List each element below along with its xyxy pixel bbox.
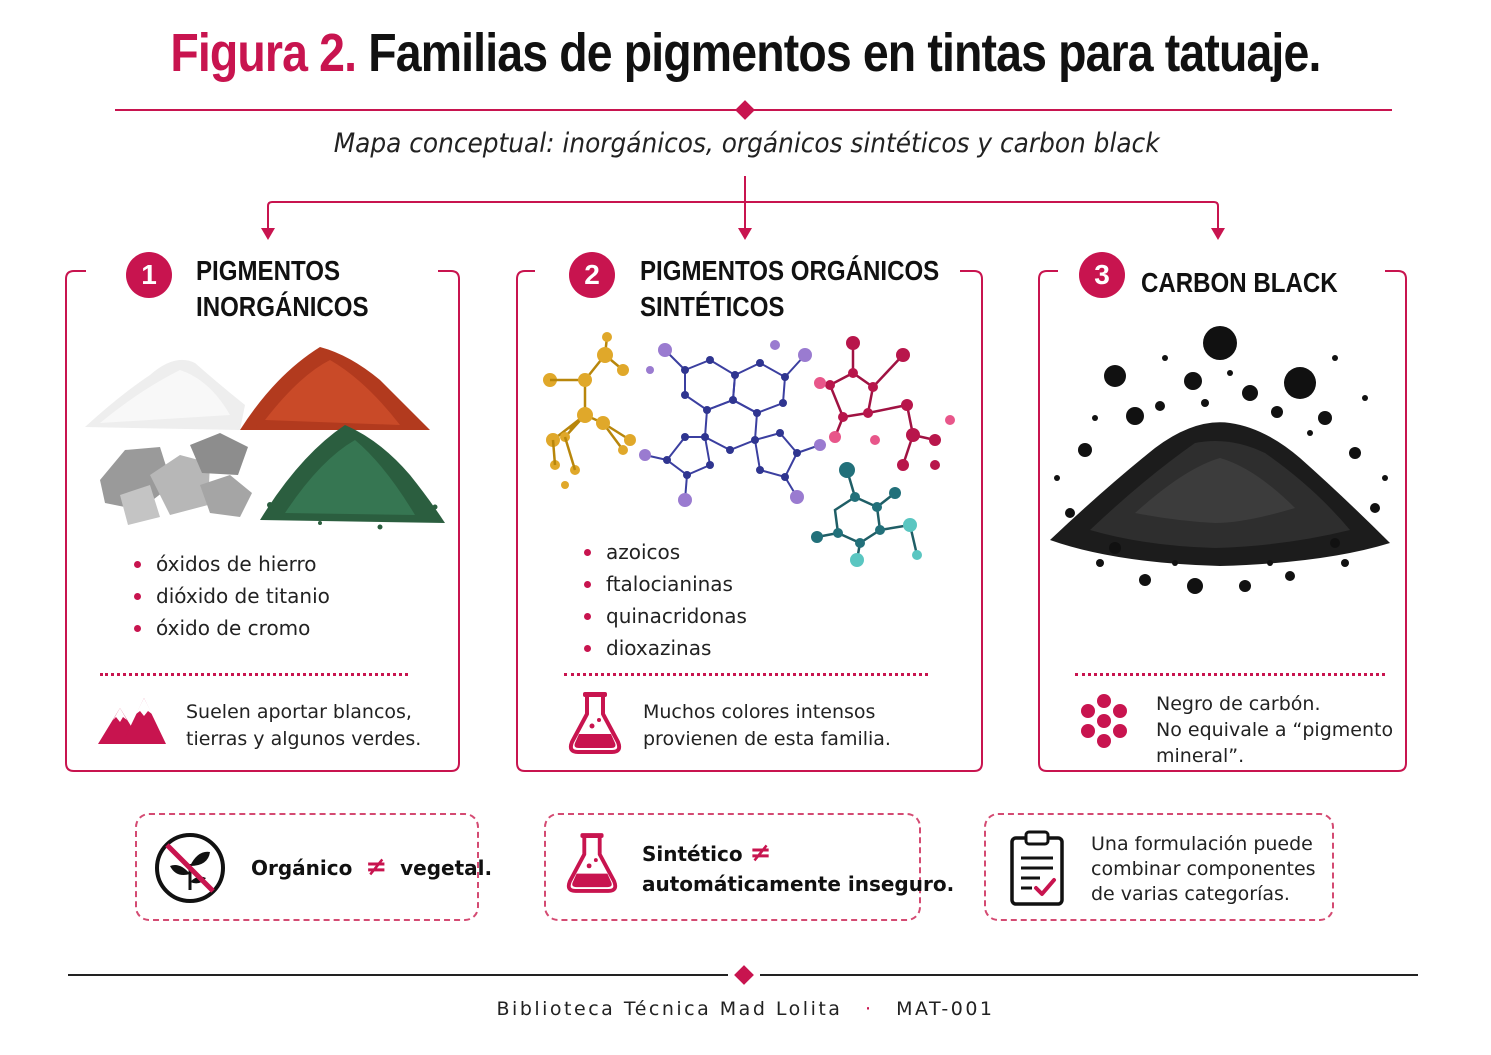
card-3-note — [1156, 691, 1396, 769]
note-synthetic-b: automáticamente inseguro. — [642, 872, 955, 896]
list-item: dioxazinas — [582, 632, 912, 664]
card-2-note-line1: Muchos colores intensos — [643, 701, 876, 723]
card-2-number: 2 — [569, 252, 615, 298]
not-equal-symbol: ≠ — [365, 852, 388, 882]
mineral-powders-icon — [80, 335, 450, 535]
subtitle: Mapa conceptual: inorgánicos, orgánicos sintéticos y carbon black — [333, 128, 1160, 159]
card-2-bullets — [582, 536, 912, 664]
footer-diamond — [734, 965, 754, 985]
card-1-note-line2: tierras y algunos verdes. — [186, 728, 422, 750]
card-2-title-line2: SINTÉTICOS — [640, 291, 785, 322]
flask-icon — [568, 690, 622, 756]
card-2-note-line2: provienen de esta familia. — [643, 728, 891, 750]
list-item: dióxido de titanio — [132, 580, 442, 612]
note-synthetic-a: Sintético — [642, 842, 743, 866]
list-item: óxido de cromo — [132, 612, 442, 644]
title-diamond — [735, 100, 755, 120]
card-1-note — [186, 699, 446, 753]
list-item: ftalocianinas — [582, 568, 912, 600]
note-organic-text — [251, 852, 492, 882]
note-formulation-text — [1091, 832, 1316, 907]
card-2-title — [640, 253, 939, 325]
note-organic-b: vegetal. — [400, 856, 493, 880]
connector-branch — [268, 202, 1218, 232]
card-2-title-line1: PIGMENTOS ORGÁNICOS — [640, 255, 940, 286]
figure-title: Familias de pigmentos en tintas para tatuaje. — [368, 23, 1321, 83]
list-item: azoicos — [582, 536, 912, 568]
card-3-number: 3 — [1079, 252, 1125, 298]
card-2-divider — [564, 673, 928, 676]
carbon-powder-icon — [1045, 318, 1395, 603]
card-1-title — [196, 253, 369, 325]
not-equal-symbol: ≠ — [749, 838, 772, 868]
arrow-2 — [738, 228, 752, 240]
footer-library: Biblioteca Técnica Mad Lolita — [496, 998, 843, 1020]
note-formulation-line1: Una formulación puede — [1091, 833, 1313, 855]
footer — [0, 998, 1491, 1020]
card-1-note-line1: Suelen aportar blancos, — [186, 701, 412, 723]
no-plant-icon — [152, 830, 228, 906]
particles-icon — [1078, 693, 1130, 749]
footer-separator: · — [865, 998, 874, 1020]
note-formulation-line3: de varias categorías. — [1091, 883, 1290, 905]
list-item: óxidos de hierro — [132, 548, 442, 580]
arrow-3 — [1211, 228, 1225, 240]
clipboard-check-icon — [1008, 828, 1066, 908]
note-formulation-line2: combinar componentes — [1091, 858, 1316, 880]
card-3-note-line2: No equivale a “pigmento — [1156, 719, 1394, 741]
card-3-divider — [1075, 673, 1385, 676]
card-1-title-line1: PIGMENTOS — [196, 255, 341, 286]
flask-icon — [566, 830, 618, 896]
figure-label: Figura 2. — [170, 23, 357, 83]
card-3-note-line1: Negro de carbón. — [1156, 693, 1321, 715]
note-organic-a: Orgánico — [251, 856, 353, 880]
card-1-number: 1 — [126, 252, 172, 298]
card-1-divider — [100, 673, 408, 676]
arrow-1 — [261, 228, 275, 240]
card-3-note-line3: mineral”. — [1156, 745, 1245, 767]
card-1-title-line2: INORGÁNICOS — [196, 291, 369, 322]
mountains-icon — [98, 694, 166, 746]
card-1-bullets — [132, 548, 442, 644]
footer-code: MAT-001 — [896, 998, 995, 1020]
note-synthetic-text — [642, 838, 954, 899]
list-item: quinacridonas — [582, 600, 912, 632]
card-3-title: CARBON BLACK — [1141, 267, 1338, 298]
card-2-note — [643, 699, 953, 753]
